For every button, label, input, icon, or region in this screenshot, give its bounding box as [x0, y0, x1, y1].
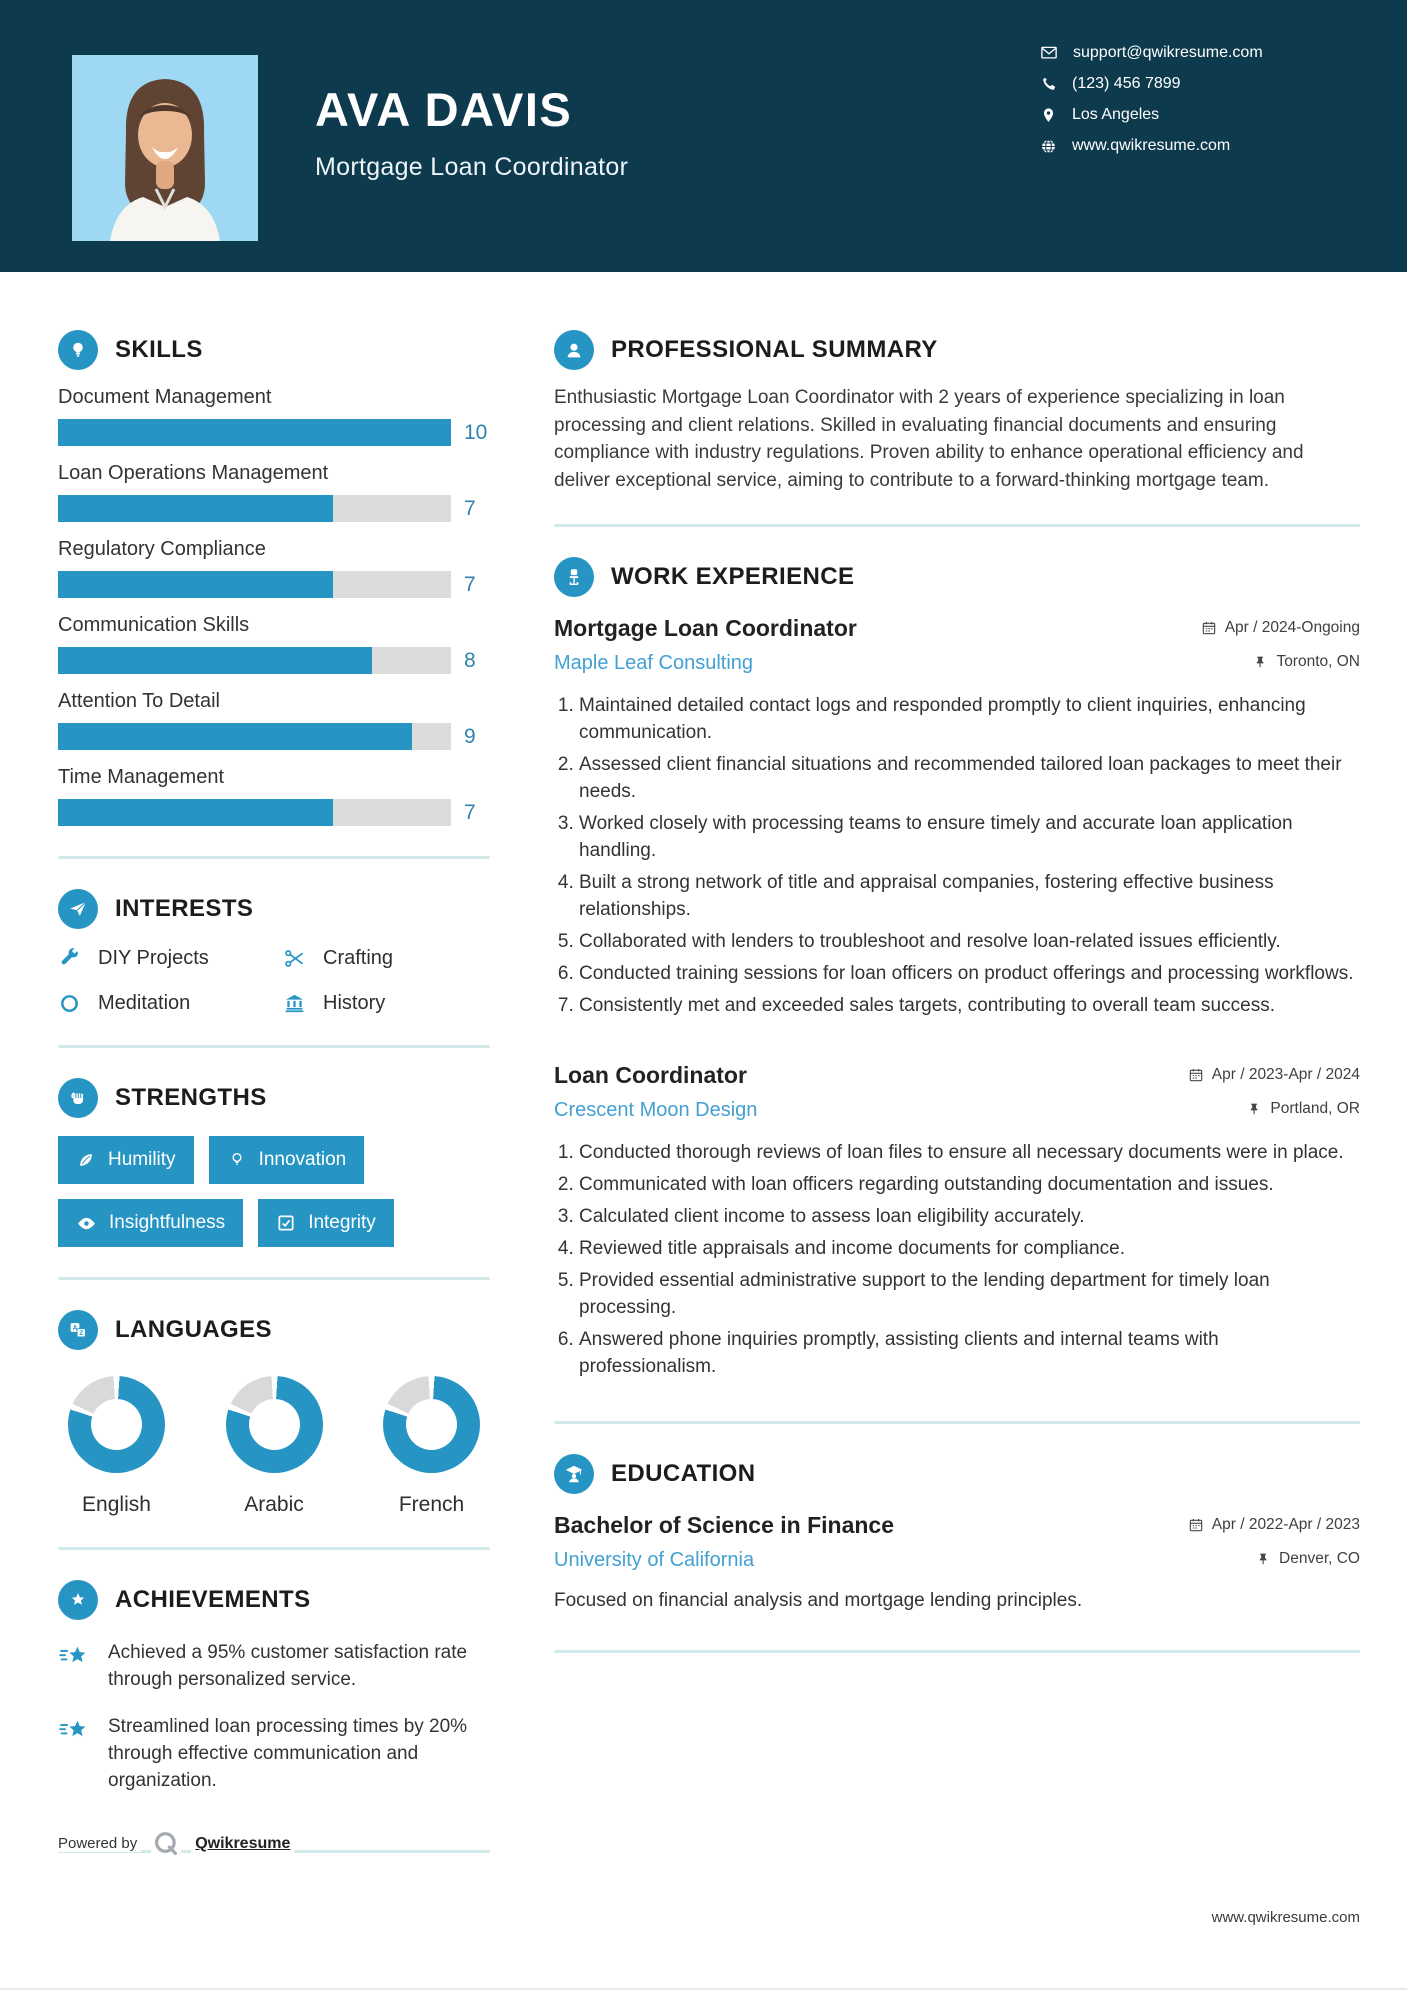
strength-chip: [209, 1136, 365, 1184]
education-note: Focused on financial analysis and mortgage lending principles.: [554, 1589, 1083, 1611]
achievements-header: [58, 1580, 490, 1620]
duty-item: 4. Reviewed title appraisals and income documents for compliance.: [579, 1236, 1360, 1263]
company-link[interactable]: Crescent Moon Design: [554, 1098, 758, 1121]
language-item: [68, 1376, 165, 1517]
duty-item: 2. Assessed client financial situations and recommended tailored loan packages to meet their needs.: [579, 752, 1360, 806]
interest-item: [58, 947, 283, 970]
contact-email-row: [1040, 44, 1263, 62]
skill-bar: [58, 495, 451, 522]
person-name: AVA DAVIS: [315, 83, 573, 136]
phone-icon: [1040, 76, 1057, 93]
achievement-text: Achieved a 95% customer satisfaction rate through personalized service.: [108, 1642, 468, 1690]
strength-chip: [58, 1199, 243, 1247]
education-dates: [1188, 1516, 1360, 1534]
skill-label: Loan Operations Management: [58, 462, 329, 484]
strength-label: Integrity: [308, 1212, 376, 1233]
interests-grid: [58, 947, 490, 1015]
language-donut-chart: [226, 1376, 323, 1473]
education-dates-text: Apr / 2022-Apr / 2023: [1211, 1515, 1360, 1533]
duty-item: 3. Calculated client income to assess loan eligibility accurately.: [579, 1204, 1360, 1231]
envelope-icon: [1040, 44, 1058, 62]
badge-star-icon: [58, 1580, 98, 1620]
education-location-text: Denver, CO: [1279, 1549, 1360, 1567]
languages-list: [58, 1376, 490, 1517]
education-location: [1257, 1550, 1360, 1568]
interest-item: [283, 992, 490, 1015]
strength-label: Insightfulness: [109, 1212, 226, 1233]
pushpin-icon: [1248, 1102, 1262, 1116]
qwikresume-logo-icon: [151, 1829, 181, 1859]
strength-label: Humility: [108, 1149, 176, 1170]
user-icon: [554, 330, 594, 370]
duty-item: 1. Maintained detailed contact logs and responded promptly to client inquiries, enhancing communication.: [579, 693, 1360, 747]
degree-title: Bachelor of Science in Finance: [554, 1511, 894, 1538]
circle-icon: [58, 992, 81, 1015]
right-column: [554, 330, 1360, 1865]
skill-label: Communication Skills: [58, 614, 250, 636]
contact-phone-row: [1040, 75, 1263, 93]
office-chair-icon: [554, 557, 594, 597]
strengths-title: STRENGTHS: [115, 1084, 267, 1111]
duty-item: 6. Answered phone inquiries promptly, assisting clients and internal teams with professionalism.: [579, 1327, 1360, 1381]
skill-item: [58, 614, 490, 674]
divider: [58, 1547, 490, 1550]
job-location: [1254, 653, 1360, 671]
interest-label: Meditation: [98, 992, 191, 1014]
shooting-star-icon: [58, 1716, 92, 1746]
duty-item: 2. Communicated with loan officers regarding outstanding documentation and issues.: [579, 1172, 1360, 1199]
leaf-icon: [76, 1150, 96, 1170]
job-title: Loan Coordinator: [554, 1061, 747, 1088]
job-entry: [554, 615, 1360, 1020]
skill-bar: [58, 723, 451, 750]
experience-section: [554, 557, 1360, 1380]
bank-icon: [283, 992, 306, 1015]
job-location-text: Toronto, ON: [1276, 653, 1360, 671]
site-footer-text: www.qwikresume.com: [1211, 1909, 1360, 1926]
achievement-item: [58, 1714, 490, 1795]
contact-location-row: [1040, 106, 1263, 124]
contact-phone: (123) 456 7899: [1072, 75, 1181, 92]
bulb-icon: [227, 1150, 247, 1170]
globe-icon: [1040, 138, 1057, 155]
summary-text: Enthusiastic Mortgage Loan Coordinator with 2 years of experience specializing in loan processing and client relations. Skilled in evaluating financial documents and ensuring compliance with industry regulations. Proven ability to enhance operational efficiency and deliver exceptional service, aiming to contribute to a forward-thinking mortgage team.: [554, 387, 1304, 491]
job-dates-text: Apr / 2023-Apr / 2024: [1211, 1065, 1360, 1083]
main-content: [0, 272, 1407, 1865]
job-location: [1248, 1100, 1360, 1118]
calendar-icon: [1201, 620, 1217, 636]
wrench-icon: [58, 947, 81, 970]
powered-by-label: Powered by: [58, 1835, 141, 1852]
strength-chip: [58, 1136, 194, 1184]
company-link[interactable]: Maple Leaf Consulting: [554, 652, 754, 675]
qwikresume-link[interactable]: Qwikresume: [191, 1835, 294, 1853]
summary-title: PROFESSIONAL SUMMARY: [611, 336, 938, 363]
scissors-icon: [283, 947, 306, 970]
graduate-icon: [554, 1454, 594, 1494]
paper-plane-icon: [58, 889, 98, 929]
pushpin-icon: [1254, 655, 1268, 669]
translate-icon: [58, 1310, 98, 1350]
language-item: [383, 1376, 480, 1517]
divider: [554, 1421, 1360, 1424]
strengths-list: [58, 1136, 490, 1247]
interests-title: INTERESTS: [115, 895, 254, 922]
person-role: Mortgage Loan Coordinator: [315, 153, 629, 181]
languages-section: [58, 1310, 490, 1517]
skill-item: [58, 766, 490, 826]
svg-text:A: A: [72, 1324, 78, 1332]
divider: [554, 524, 1360, 527]
interest-label: History: [323, 992, 386, 1014]
job-location-text: Portland, OR: [1270, 1099, 1360, 1117]
eye-icon: [76, 1213, 97, 1234]
identity-block: [315, 82, 628, 182]
skill-item: [58, 538, 490, 598]
strengths-section: [58, 1078, 490, 1247]
skill-bar: [58, 419, 451, 446]
skill-bar: [58, 799, 451, 826]
skills-title: SKILLS: [115, 336, 203, 363]
profile-photo: [72, 55, 258, 241]
language-donut-chart: [68, 1376, 165, 1473]
education-header: [554, 1454, 1360, 1494]
calendar-icon: [1188, 1067, 1204, 1083]
checkbox-icon: [276, 1213, 296, 1233]
languages-header: [58, 1310, 490, 1350]
duty-item: 3. Worked closely with processing teams to ensure timely and accurate loan application handling.: [579, 811, 1360, 865]
interest-label: Crafting: [323, 947, 394, 969]
job-dates-text: Apr / 2024-Ongoing: [1224, 619, 1360, 637]
achievement-item: [58, 1640, 490, 1694]
skill-label: Regulatory Compliance: [58, 538, 266, 560]
svg-text:Z: Z: [79, 1330, 84, 1338]
calendar-icon: [1188, 1517, 1204, 1533]
contact-block: [1040, 44, 1263, 168]
duty-item: 4. Built a strong network of title and appraisal companies, fostering effective business relationships.: [579, 870, 1360, 924]
skill-item: [58, 386, 490, 446]
header: [0, 0, 1407, 272]
location-pin-icon: [1040, 107, 1057, 124]
duty-item: 5. Collaborated with lenders to troubleshoot and resolve loan-related issues efficiently.: [579, 929, 1360, 956]
strength-label: Innovation: [258, 1149, 347, 1170]
education-title: EDUCATION: [611, 1459, 756, 1487]
divider: [58, 1045, 490, 1048]
school-link[interactable]: University of California: [554, 1548, 755, 1571]
job-title: Mortgage Loan Coordinator: [554, 615, 857, 642]
strengths-header: [58, 1078, 490, 1118]
skill-value: 10: [464, 420, 488, 444]
contact-email[interactable]: support@qwikresume.com: [1073, 44, 1263, 61]
achievements-section: [58, 1580, 490, 1795]
achievements-title: ACHIEVEMENTS: [115, 1586, 311, 1613]
duty-item: 7. Consistently met and exceeded sales targets, contributing to overall team success.: [579, 993, 1360, 1020]
contact-location: Los Angeles: [1072, 106, 1160, 123]
left-column: [58, 330, 490, 1865]
duty-item: 5. Provided essential administrative support to the lending department for timely loan processing.: [579, 1268, 1360, 1322]
language-item: [226, 1376, 323, 1517]
duty-item: 6. Conducted training sessions for loan officers on product offerings and processing workflows.: [579, 961, 1360, 988]
interests-header: [58, 889, 490, 929]
shooting-star-icon: [58, 1642, 92, 1672]
skill-label: Document Management: [58, 386, 272, 408]
powered-by-footer: [58, 1829, 490, 1865]
summary-section: [554, 330, 1360, 494]
interest-item: [283, 947, 490, 970]
contact-website[interactable]: www.qwikresume.com: [1072, 137, 1231, 154]
language-label: Arabic: [244, 1493, 304, 1516]
job-dates: [1201, 619, 1360, 637]
skill-item: [58, 690, 490, 750]
skill-value: 8: [464, 648, 476, 672]
job-dates: [1188, 1066, 1360, 1084]
languages-title: LANGUAGES: [115, 1316, 272, 1343]
skill-value: 9: [464, 724, 476, 748]
language-label: French: [398, 1493, 465, 1516]
skill-value: 7: [464, 800, 476, 824]
divider: [58, 856, 490, 859]
duties-list: [554, 1140, 1360, 1381]
duty-item: 1. Conducted thorough reviews of loan files to ensure all necessary documents were in place.: [579, 1140, 1360, 1167]
education-entry: [554, 1512, 1360, 1615]
language-donut-chart: [383, 1376, 480, 1473]
achievement-text: Streamlined loan processing times by 20% through effective communication and organization.: [108, 1715, 468, 1791]
skills-header: [58, 330, 490, 370]
skill-bar: [58, 571, 451, 598]
education-section: [554, 1454, 1360, 1615]
experience-title: WORK EXPERIENCE: [611, 563, 855, 591]
lightbulb-icon: [58, 330, 98, 370]
interests-section: [58, 889, 490, 1015]
interest-label: DIY Projects: [98, 947, 209, 969]
skill-label: Time Management: [58, 766, 224, 788]
skills-section: [58, 330, 490, 826]
fist-icon: [58, 1078, 98, 1118]
job-entry: [554, 1062, 1360, 1381]
skill-bar: [58, 647, 451, 674]
profile-photo-illustration: [72, 55, 258, 241]
duties-list: [554, 693, 1360, 1020]
experience-header: [554, 557, 1360, 597]
pushpin-icon: [1257, 1552, 1271, 1566]
divider: [58, 1277, 490, 1280]
language-label: English: [82, 1493, 151, 1516]
interest-item: [58, 992, 283, 1015]
contact-website-row: [1040, 137, 1263, 155]
divider: [554, 1650, 1360, 1653]
skill-value: 7: [464, 496, 476, 520]
summary-header: [554, 330, 1360, 370]
skill-value: 7: [464, 572, 476, 596]
strength-chip: [258, 1199, 394, 1247]
skill-item: [58, 462, 490, 522]
skill-label: Attention To Detail: [58, 690, 220, 712]
